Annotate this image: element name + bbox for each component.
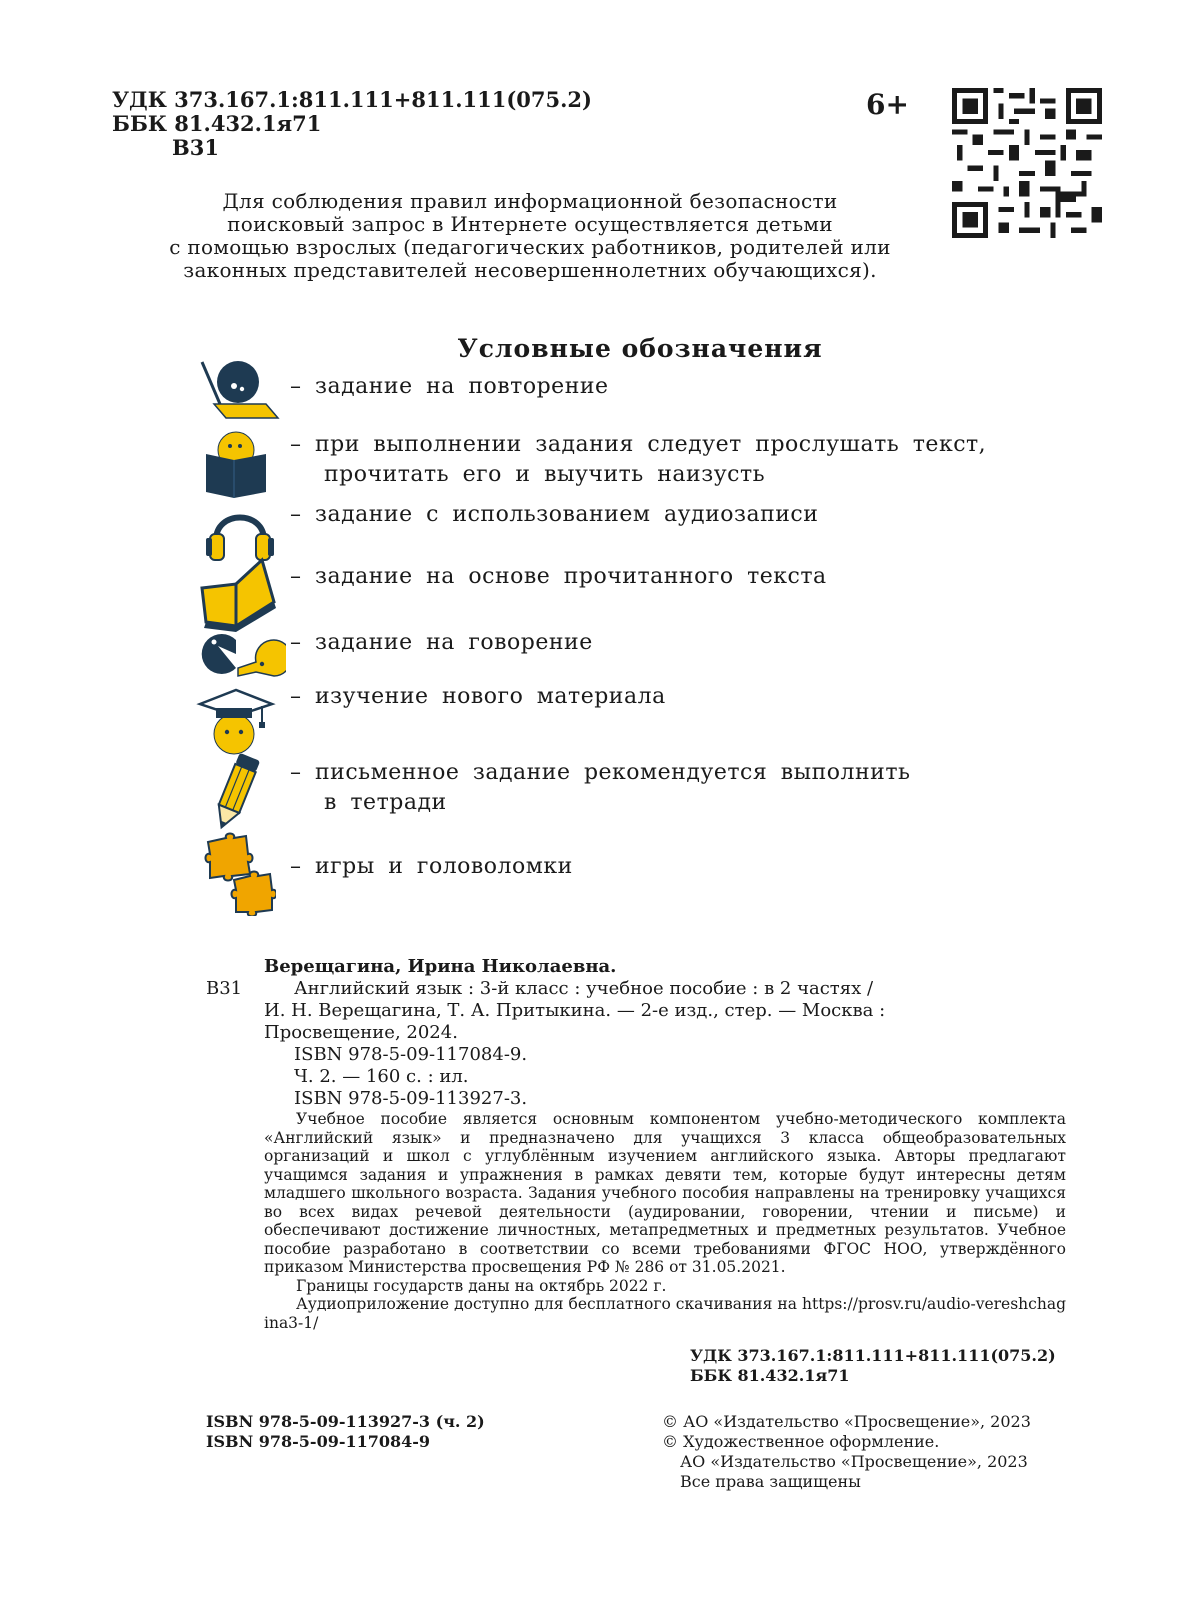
footer-copyright <box>662 1412 1031 1492</box>
footer-udk: УДК 373.167.1:811.111+811.111(075.2) <box>690 1346 1056 1365</box>
footer-isbn: ISBN 978-5-09-117084-9 <box>206 1432 431 1451</box>
copyright-line: Все права защищены <box>680 1472 861 1491</box>
legend-item-audio <box>290 500 1070 530</box>
copyright-line: © АО «Издательство «Просвещение», 2023 <box>662 1412 1031 1431</box>
legend-item-new-material <box>290 682 1070 712</box>
catalog-card <box>206 956 1066 1332</box>
puzzle-icon <box>200 832 276 916</box>
notice-line: поисковый запрос в Интернете осуществляется детьми <box>227 212 833 236</box>
legend-item-text: – игры и головоломки <box>290 854 573 879</box>
catalog-borders: Границы государств даны на октябрь 2022 г. <box>296 1276 667 1295</box>
catalog-author: Верещагина, Ирина Николаевна. <box>264 956 617 977</box>
notice-line: Для соблюдения правил информационной безопасности <box>222 189 838 213</box>
legend-item-text: прочитать его и выучить наизусть <box>324 462 766 487</box>
age-rating: 6+ <box>866 88 909 121</box>
qr-code <box>952 88 1102 238</box>
legend-item-text: – задание на основе прочитанного текста <box>290 564 827 589</box>
catalog-isbn: ISBN 978-5-09-113927-3. <box>294 1088 528 1109</box>
laptop-icon <box>196 356 286 436</box>
legend-item-listen-learn <box>290 430 1070 490</box>
catalog-title: И. Н. Верещагина, Т. А. Притыкина. — 2-е изд., стер. — Москва : <box>264 1000 886 1021</box>
legend-item-text: – задание на говорение <box>290 630 593 655</box>
copyright-line: © Художественное оформление. <box>662 1432 940 1451</box>
notice-line: с помощью взрослых (педагогических работников, родителей или <box>169 235 891 259</box>
legend-item-speaking <box>290 628 1070 658</box>
catalog-annotation: Учебное пособие является основным компонентом учебно-методического комплекта «Английский язык» и предназначено для учащихся 3 класса общеобразовательных организаций и школ с углублённым изучением английского языка. Авторы предлагают учащимся задания и упражнения в рамках девяти тем, которые будут интересны детям младшего школьного возраста. Задания учебного пособия направлены на тренировку учащихся во всех видах речевой деятельности (аудировании, говорении, чтении и письме) и обеспечивают достижение личностных, метапредметных и предметных результатов. Учебное пособие разработано в соответствии со всеми требованиями ФГОС НОО, утверждённого приказом Министерства просвещения РФ № 286 от 31.05.2021. <box>264 1110 1066 1276</box>
header-bbk: ББК 81.432.1я71 <box>112 111 322 136</box>
notice-line: законных представителей несовершеннолетних обучающихся). <box>183 258 877 282</box>
catalog-title: Английский язык : 3-й класс : учебное пособие : в 2 частях / <box>294 978 874 999</box>
legend-item-text: – изучение нового материала <box>290 684 666 709</box>
header-code: В31 <box>172 135 219 160</box>
header-udk: УДК 373.167.1:811.111+811.111(075.2) <box>112 87 592 112</box>
legend-item-writing <box>290 758 1070 818</box>
legend-item-text: – задание на повторение <box>290 374 609 399</box>
legend-item-text: – письменное задание рекомендуется выполнить <box>290 760 911 785</box>
safety-notice <box>130 190 930 282</box>
catalog-part: Ч. 2. — 160 с. : ил. <box>294 1066 469 1087</box>
footer-isbn: ISBN 978-5-09-113927-3 (ч. 2) <box>206 1412 485 1431</box>
legend-item-text: – при выполнении задания следует прослушать текст, <box>290 432 987 457</box>
catalog-title: Просвещение, 2024. <box>264 1022 458 1043</box>
footer-isbns <box>206 1412 485 1452</box>
legend-item-text: – задание с использованием аудиозаписи <box>290 502 819 527</box>
legend-item-reading <box>290 562 1070 592</box>
legend-item-repeat <box>290 372 1070 402</box>
copyright-line: АО «Издательство «Просвещение», 2023 <box>680 1452 1028 1471</box>
catalog-audio: Аудиоприложение доступно для бесплатного скачивания на https://prosv.ru/audio-vereshchagina3-1/ <box>264 1295 1066 1332</box>
footer-classification <box>690 1346 1056 1386</box>
catalog-isbn: ISBN 978-5-09-117084-9. <box>294 1044 528 1065</box>
footer-bbk: ББК 81.432.1я71 <box>690 1366 850 1385</box>
graduation-cap-icon <box>196 682 286 762</box>
legend-item-text: в тетради <box>324 790 447 815</box>
legend-item-games <box>290 852 1070 882</box>
legend-title: Условные обозначения <box>457 334 823 363</box>
pencil-icon <box>200 752 270 836</box>
catalog-code: В31 <box>206 978 243 999</box>
